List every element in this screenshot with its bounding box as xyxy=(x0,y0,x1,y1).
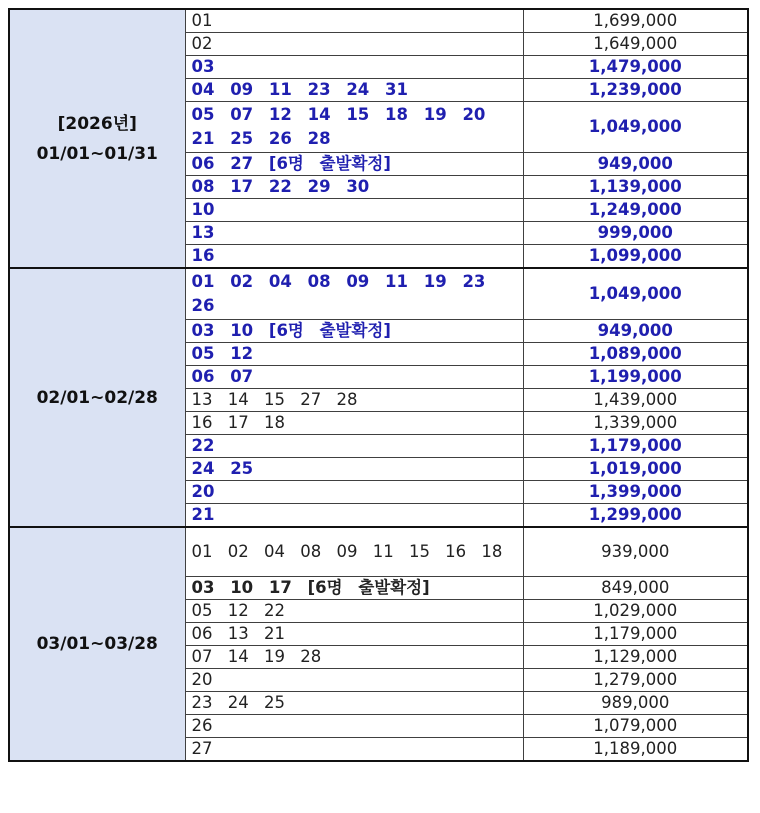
tour-price: 1,649,000 xyxy=(523,33,748,56)
tour-price: 1,699,000 xyxy=(523,9,748,33)
tour-price: 949,000 xyxy=(523,320,748,343)
tour-price: 1,279,000 xyxy=(523,669,748,692)
period-label: 02/01~02/28 xyxy=(36,387,158,408)
tour-price: 1,049,000 xyxy=(523,268,748,320)
period-label: [2026년] xyxy=(57,113,137,134)
departure-dates: 05 12 22 xyxy=(185,600,523,623)
tour-price: 949,000 xyxy=(523,153,748,176)
departure-dates: 27 xyxy=(185,738,523,762)
tour-price: 989,000 xyxy=(523,692,748,715)
departure-dates: 22 xyxy=(185,435,523,458)
departure-dates: 02 xyxy=(185,33,523,56)
departure-dates: 23 24 25 xyxy=(185,692,523,715)
tour-price: 1,129,000 xyxy=(523,646,748,669)
departure-dates: 01 02 04 08 09 11 15 16 18 xyxy=(185,527,523,577)
table-row xyxy=(9,268,748,320)
departure-dates: 26 xyxy=(185,715,523,738)
departure-dates: 06 07 xyxy=(185,366,523,389)
departure-dates: 20 xyxy=(185,669,523,692)
tour-price: 1,479,000 xyxy=(523,56,748,79)
period-cell xyxy=(9,268,185,527)
tour-price: 999,000 xyxy=(523,222,748,245)
tour-price: 1,099,000 xyxy=(523,245,748,269)
departure-dates: 03 xyxy=(185,56,523,79)
tour-price: 1,029,000 xyxy=(523,600,748,623)
tour-price: 1,019,000 xyxy=(523,458,748,481)
departure-dates: 05 07 12 14 15 18 19 20 21 25 26 28 xyxy=(185,102,523,153)
departure-dates: 08 17 22 29 30 xyxy=(185,176,523,199)
departure-dates: 13 xyxy=(185,222,523,245)
tour-price: 1,079,000 xyxy=(523,715,748,738)
tour-price: 849,000 xyxy=(523,577,748,600)
tour-price: 1,139,000 xyxy=(523,176,748,199)
tour-price: 1,249,000 xyxy=(523,199,748,222)
period-cell xyxy=(9,9,185,268)
tour-price: 1,339,000 xyxy=(523,412,748,435)
tour-price: 1,049,000 xyxy=(523,102,748,153)
departure-dates: 06 27 [6명 출발확정] xyxy=(185,153,523,176)
departure-dates: 04 09 11 23 24 31 xyxy=(185,79,523,102)
table-row xyxy=(9,527,748,577)
period-label: 03/01~03/28 xyxy=(36,634,158,654)
period-label: 01/01~01/31 xyxy=(36,143,158,164)
departure-dates: 03 10 [6명 출발확정] xyxy=(185,320,523,343)
departure-dates: 01 xyxy=(185,9,523,33)
tour-price: 1,179,000 xyxy=(523,623,748,646)
period-cell xyxy=(9,527,185,761)
departure-dates: 06 13 21 xyxy=(185,623,523,646)
table-body xyxy=(9,9,748,761)
tour-price: 1,189,000 xyxy=(523,738,748,762)
departure-dates: 01 02 04 08 09 11 19 23 26 xyxy=(185,268,523,320)
departure-dates: 10 xyxy=(185,199,523,222)
departure-dates: 24 25 xyxy=(185,458,523,481)
tour-price: 1,179,000 xyxy=(523,435,748,458)
tour-price: 1,199,000 xyxy=(523,366,748,389)
departure-dates: 21 xyxy=(185,504,523,528)
tour-price: 1,399,000 xyxy=(523,481,748,504)
departure-dates: 07 14 19 28 xyxy=(185,646,523,669)
departure-dates: 13 14 15 27 28 xyxy=(185,389,523,412)
departure-dates: 20 xyxy=(185,481,523,504)
tour-price: 1,089,000 xyxy=(523,343,748,366)
table-row xyxy=(9,9,748,33)
departure-dates: 16 17 18 xyxy=(185,412,523,435)
departure-dates: 05 12 xyxy=(185,343,523,366)
tour-price: 1,439,000 xyxy=(523,389,748,412)
departure-dates: 03 10 17 [6명 출발확정] xyxy=(185,577,523,600)
departure-dates: 16 xyxy=(185,245,523,269)
tour-price: 1,239,000 xyxy=(523,79,748,102)
departure-price-table xyxy=(8,8,749,762)
tour-price: 939,000 xyxy=(523,527,748,577)
tour-price: 1,299,000 xyxy=(523,504,748,528)
